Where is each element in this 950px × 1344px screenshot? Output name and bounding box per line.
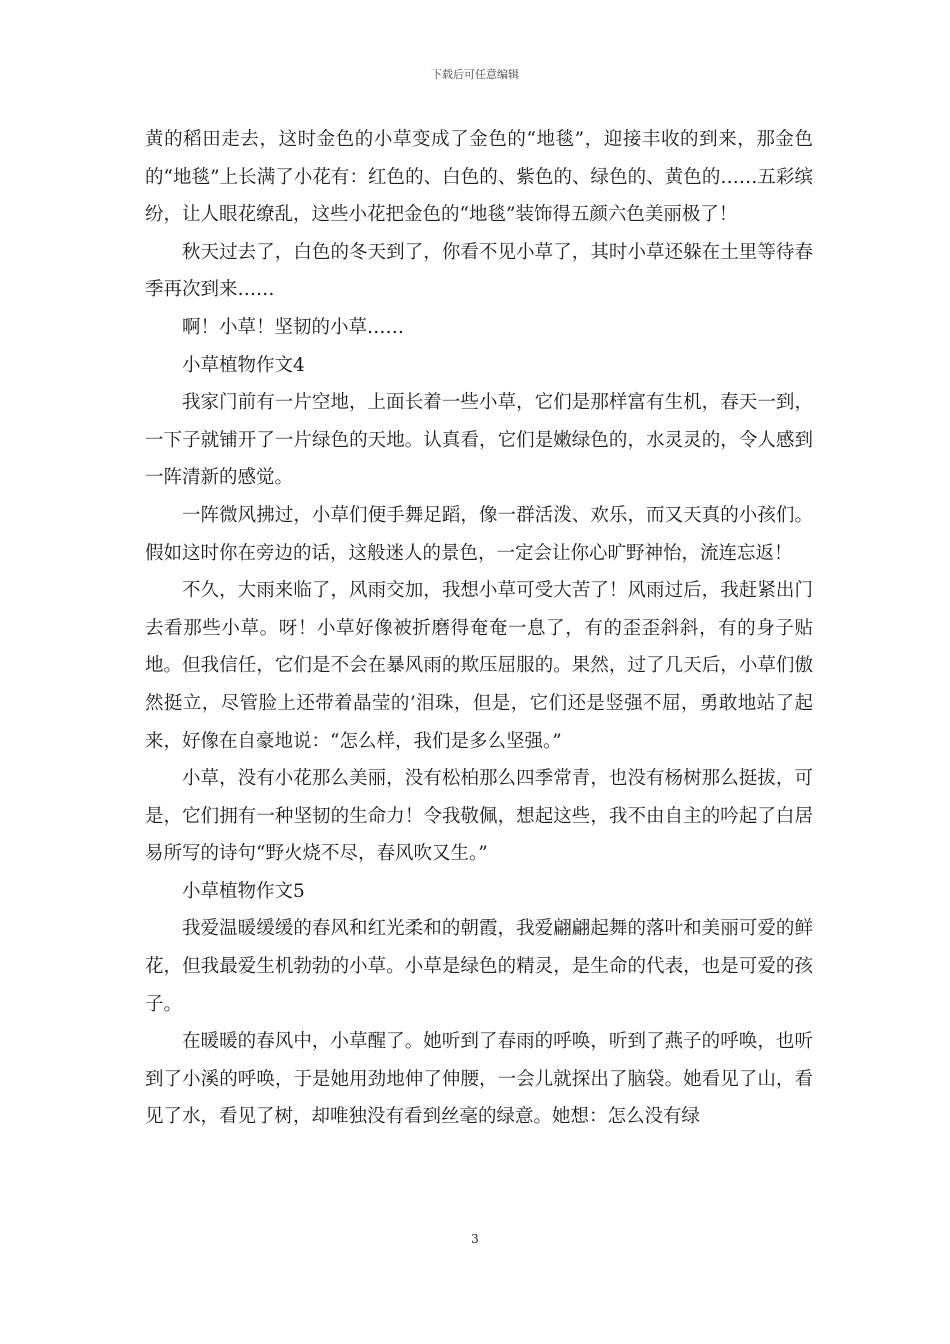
page-header: 下载后可任意编辑 — [431, 68, 519, 81]
paragraph: 一阵微风拂过，小草们便手舞足蹈，像一群活泼、欢乐，而又天真的小孩们。假如这时你在旁边的话，这般迷人的景色，一定会让你心旷野神怡，流连忘返！ — [145, 504, 813, 564]
section-heading: 小草植物作文5 — [182, 880, 305, 902]
paragraph: 小草，没有小花那么美丽，没有松柏那么四季常青，也没有杨树那么挺拔，可是，它们拥有一种坚韧的生命力！令我敬佩，想起这些，我不由自主的吟起了白居易所写的诗句“野火烧不尽，春风吹又生。” — [145, 768, 813, 865]
paragraph: 啊！小草！坚韧的小草…… — [182, 316, 405, 338]
paragraph: 不久，大雨来临了，风雨交加，我想小草可受大苦了！风雨过后，我赶紧出门去看那些小草。呀！小草好像被折磨得奄奄一息了，有的歪歪斜斜，有的身子贴地。但我信任，它们是不会在暴风雨的欺压屈服的。果然，过了几天后，小草们傲然挺立，尽管脸上还带着晶莹的’泪珠，但是，它们还是竖强不屈，勇敢地站了起来，好像在自豪地说：“怎么样，我们是多么坚强。” — [145, 580, 813, 752]
paragraph: 黄的稻田走去，这时金色的小草变成了金色的“地毯”，迎接丰收的到来，那金色的“地毯”上长满了小花有：红色的、白色的、紫色的、绿色的、黄色的……五彩缤纷，让人眼花缭乱，这些小花把金色的“地毯”装饰得五颜六色美丽极了！ — [145, 129, 813, 226]
paragraph: 我爱温暖缓缓的春风和红光柔和的朝霞，我爱翩翩起舞的落叶和美丽可爱的鲜花，但我最爱生机勃勃的小草。小草是绿色的精灵，是生命的代表，也是可爱的孩子。 — [145, 918, 813, 1015]
paragraph: 秋天过去了，白色的冬天到了，你看不见小草了，其时小草还躲在土里等待春季再次到来…… — [145, 241, 813, 301]
page-number: 3 — [471, 1232, 479, 1246]
paragraph: 在暖暖的春风中，小草醒了。她听到了春雨的呼唤，听到了燕子的呼唤，也听到了小溪的呼唤，于是她用劲地伸了伸腰，一会儿就探出了脑袋。她看见了山，看见了水，看见了树，却唯独没有看到丝毫的绿意。她想：怎么没有绿 — [145, 1031, 813, 1128]
document-body — [145, 121, 813, 1136]
paragraph: 我家门前有一片空地，上面长着一些小草，它们是那样富有生机，春天一到，一下子就铺开了一片绿色的天地。认真看，它们是嫩绿色的，水灵灵的，令人感到一阵清新的感觉。 — [145, 392, 813, 489]
section-heading: 小草植物作文4 — [182, 354, 305, 376]
